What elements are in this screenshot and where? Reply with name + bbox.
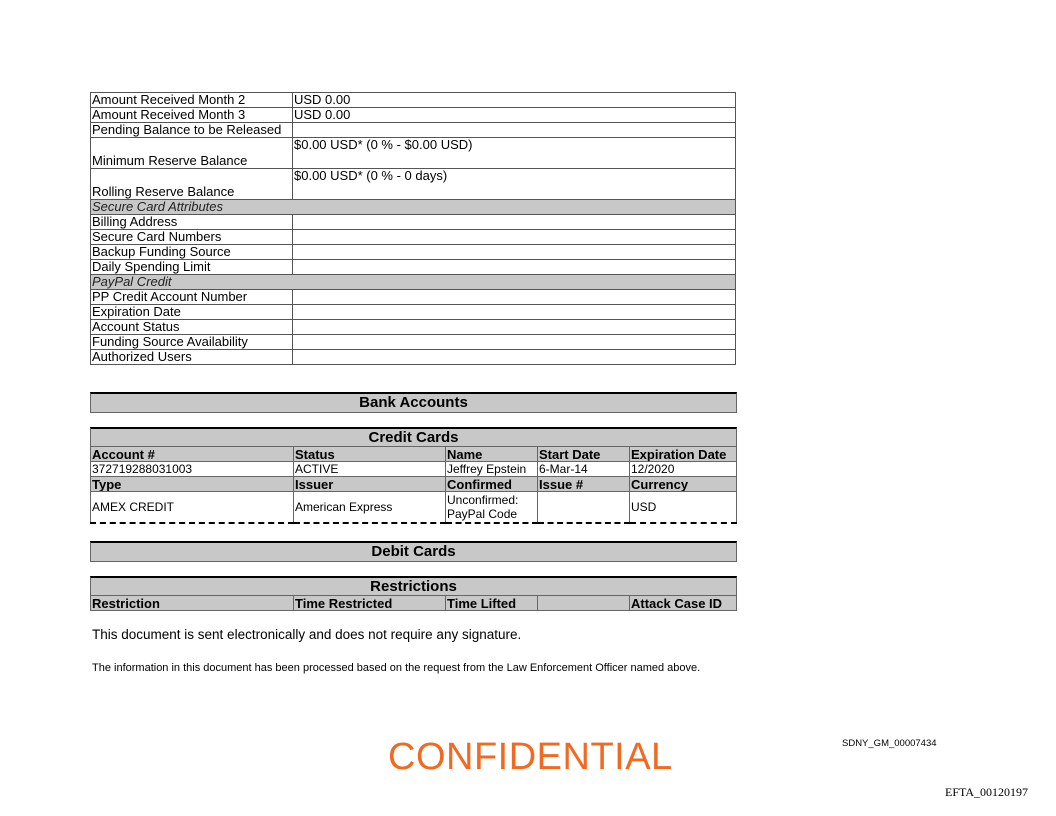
card-type: AMEX CREDIT: [91, 492, 294, 524]
column-header: Time Lifted: [446, 596, 538, 611]
column-header: Attack Case ID: [630, 596, 737, 611]
column-header: Currency: [630, 477, 737, 492]
table-row: [91, 462, 737, 477]
debit-cards-header: Debit Cards: [90, 541, 737, 562]
field-value: [293, 245, 736, 260]
restrictions-table: [90, 595, 737, 611]
field-value: [293, 123, 736, 138]
issue-number: [538, 492, 630, 524]
column-header: Restriction: [91, 596, 294, 611]
column-header: Issuer: [294, 477, 446, 492]
field-label: Rolling Reserve Balance: [91, 169, 293, 200]
field-value: [293, 320, 736, 335]
column-header: Start Date: [538, 447, 630, 462]
secure-card-row: [91, 260, 736, 275]
secure-card-row: [91, 215, 736, 230]
card-currency: USD: [630, 492, 737, 524]
field-value: [293, 260, 736, 275]
field-label: Pending Balance to be Released: [91, 123, 293, 138]
restrictions-header: Restrictions: [90, 576, 737, 597]
column-header: Name: [446, 447, 538, 462]
account-number: 372719288031003: [91, 462, 294, 477]
field-value: [293, 335, 736, 350]
balance-row: [91, 138, 736, 169]
field-value: $0.00 USD* (0 % - $0.00 USD): [293, 138, 736, 169]
field-label: Backup Funding Source: [91, 245, 293, 260]
secure-card-row: [91, 245, 736, 260]
signature-note: This document is sent electronically and does not require any signature.: [92, 627, 522, 642]
field-label: Daily Spending Limit: [91, 260, 293, 275]
account-attributes-table: [90, 92, 736, 365]
section-title: PayPal Credit: [91, 275, 736, 290]
field-label: Account Status: [91, 320, 293, 335]
field-value: USD 0.00: [293, 108, 736, 123]
section-header-paypal-credit: [91, 275, 736, 290]
column-header: Issue #: [538, 477, 630, 492]
column-header: Type: [91, 477, 294, 492]
column-header: Time Restricted: [294, 596, 446, 611]
field-label: Expiration Date: [91, 305, 293, 320]
table-header-row: [91, 447, 737, 462]
balance-row: [91, 169, 736, 200]
field-label: Amount Received Month 2: [91, 93, 293, 108]
column-header: Status: [294, 447, 446, 462]
credit-cards-table: [90, 446, 737, 524]
section-title: Secure Card Attributes: [91, 200, 736, 215]
bates-number-sdny: SDNY_GM_00007434: [842, 738, 937, 749]
balance-row: [91, 123, 736, 138]
table-header-row: [91, 477, 737, 492]
confirmation-status: Unconfirmed: PayPal Code: [446, 492, 538, 524]
column-header: Expiration Date: [630, 447, 737, 462]
field-label: Authorized Users: [91, 350, 293, 365]
processing-note: The information in this document has been processed based on the request from the Law Enforcement Officer named above.: [92, 662, 701, 674]
field-value: [293, 290, 736, 305]
paypal-credit-row: [91, 320, 736, 335]
field-label: Minimum Reserve Balance: [91, 138, 293, 169]
field-value: [293, 350, 736, 365]
column-header: [538, 596, 630, 611]
expiration-date: 12/2020: [630, 462, 737, 477]
table-row: [91, 492, 737, 524]
bates-number-efta: EFTA_00120197: [945, 785, 1029, 799]
field-value: $0.00 USD* (0 % - 0 days): [293, 169, 736, 200]
balance-row: [91, 93, 736, 108]
field-label: Amount Received Month 3: [91, 108, 293, 123]
field-value: [293, 215, 736, 230]
start-date: 6-Mar-14: [538, 462, 630, 477]
credit-cards-header: Credit Cards: [90, 427, 737, 448]
secure-card-row: [91, 230, 736, 245]
bank-accounts-header: Bank Accounts: [90, 392, 737, 413]
field-label: Billing Address: [91, 215, 293, 230]
field-value: [293, 230, 736, 245]
card-issuer: American Express: [294, 492, 446, 524]
table-header-row: [91, 596, 737, 611]
paypal-credit-row: [91, 335, 736, 350]
paypal-credit-row: [91, 350, 736, 365]
card-holder-name: Jeffrey Epstein: [446, 462, 538, 477]
column-header: Confirmed: [446, 477, 538, 492]
field-value: USD 0.00: [293, 93, 736, 108]
field-label: Funding Source Availability: [91, 335, 293, 350]
paypal-credit-row: [91, 290, 736, 305]
field-label: PP Credit Account Number: [91, 290, 293, 305]
column-header: Account #: [91, 447, 294, 462]
card-status: ACTIVE: [294, 462, 446, 477]
field-label: Secure Card Numbers: [91, 230, 293, 245]
balance-row: [91, 108, 736, 123]
confidential-stamp: CONFIDENTIAL: [388, 736, 673, 778]
section-header-secure-card: [91, 200, 736, 215]
paypal-credit-row: [91, 305, 736, 320]
field-value: [293, 305, 736, 320]
